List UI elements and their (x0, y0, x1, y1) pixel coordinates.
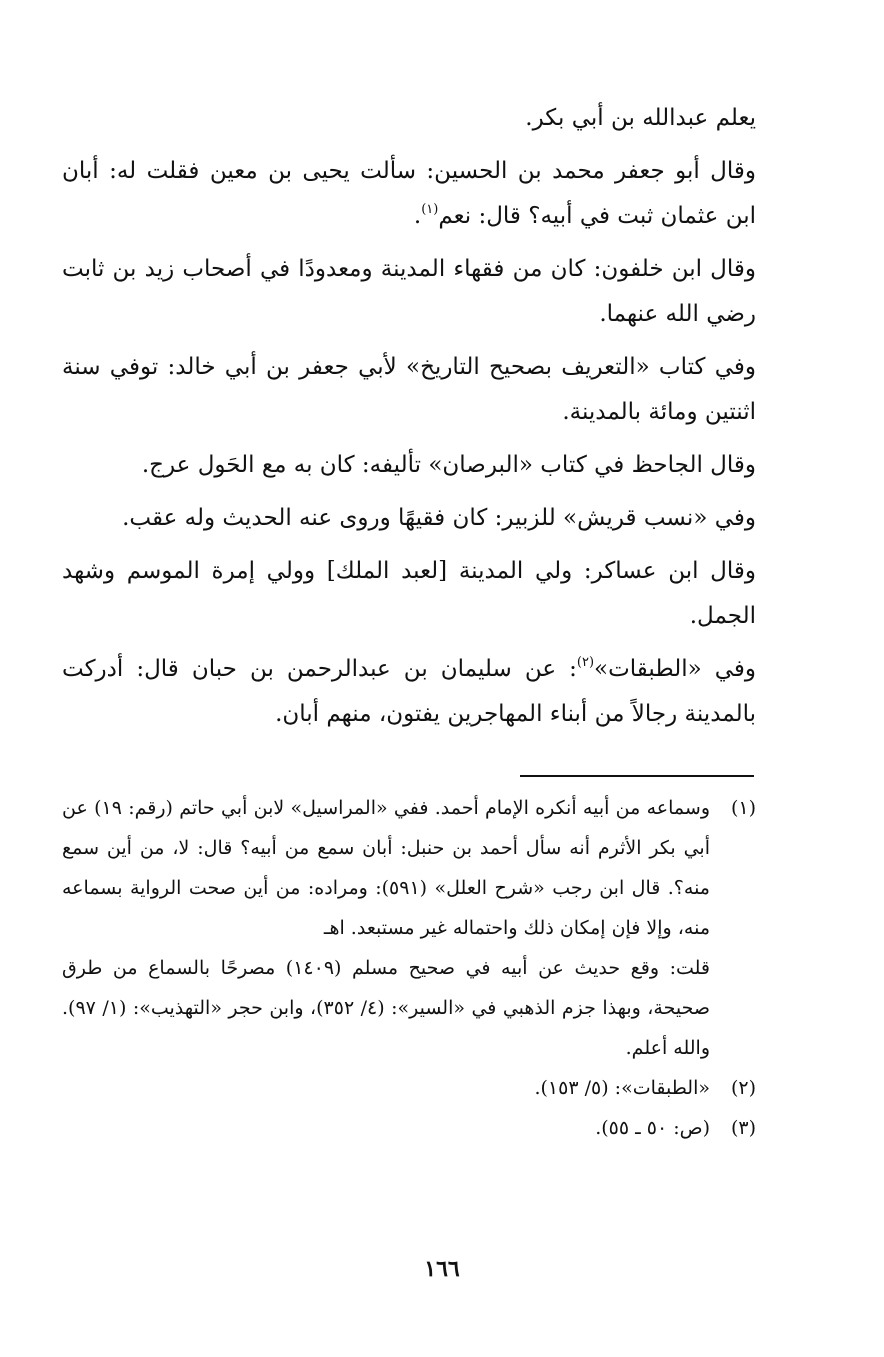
paragraph: وفي «نسب قريش» للزبير: كان فقيهًا وروى عنه الحديث وله عقب. (122, 505, 756, 531)
footnote (62, 1108, 756, 1148)
footnote-number: (٣) (730, 1117, 756, 1139)
footnote-ref[interactable]: (٢) (576, 655, 595, 670)
footnote-number: (١) (730, 797, 756, 819)
paragraph: وفي كتاب «التعريف بصحيح التاريخ» لأبي جعفر بن أبي خالد: توفي سنة اثنتين ومائة بالمدينة. (62, 354, 756, 425)
paragraph: يعلم عبدالله بن أبي بكر. (525, 105, 756, 131)
paragraph: وقال ابن خلفون: كان من فقهاء المدينة ومعدودًا في أصحاب زيد بن ثابت رضي الله عنهما. (62, 256, 756, 327)
footnote-text: وسماعه من أبيه أنكره الإمام أحمد. ففي «المراسيل» لابن أبي حاتم (رقم: ١٩) عن أبي بكر الأثرم أنه سأل أحمد بن حنبل: أبان سمع من أبيه؟ قال: لا، من أين سمع منه؟. قال ابن رجب «شرح العلل» (٥٩١): ومراده: من أين صحت الرواية بسماعه منه، وإلا فإن إمكان ذلك واحتماله غير مستبعد. اهـ (62, 797, 710, 939)
footnote-text: قلت: وقع حديث عن أبيه في صحيح مسلم (١٤٠٩) مصرحًا بالسماع من طرق صحيحة، وبهذا جزم الذهبي في «السير»: (٤/ ٣٥٢)، وابن حجر «التهذيب»: (١/ ٩٧). والله أعلم. (62, 957, 711, 1059)
paragraph: وقال الجاحظ في كتاب «البرصان» تأليفه: كان به مع الحَول عرج. (141, 452, 756, 478)
footnotes (62, 788, 756, 1148)
footnote (62, 788, 756, 948)
paragraph: وقال ابن عساكر: ولي المدينة [لعبد الملك] وولي إمرة الموسم وشهد الجمل. (62, 558, 756, 629)
footnote-ref[interactable]: (١) (421, 202, 439, 217)
main-text (62, 96, 756, 745)
paragraph: وفي «الطبقات»$^{(٢)}$: عن سليمان بن عبدالرحمن بن حبان قال: أدركت بالمدينة رجالاً من أبناء المهاجرين يفتون، منهم أبان. (62, 655, 756, 727)
paragraph: وقال أبو جعفر محمد بن الحسين: سألت يحيى بن معين فقلت له: أبان ابن عثمان ثبت في أبيه؟ قال: نعم$^{(١)}$. (62, 158, 756, 229)
footnote (62, 1068, 756, 1108)
footnote-number: (٢) (730, 1077, 756, 1099)
footnote-text: «الطبقات»: (٥/ ١٥٣). (534, 1077, 710, 1099)
page-number: ١٦٦ (424, 1256, 460, 1282)
footnote-text: (ص: ٥٠ ـ ٥٥). (595, 1117, 710, 1139)
footnote-divider (520, 775, 754, 777)
footnote (62, 948, 756, 1068)
